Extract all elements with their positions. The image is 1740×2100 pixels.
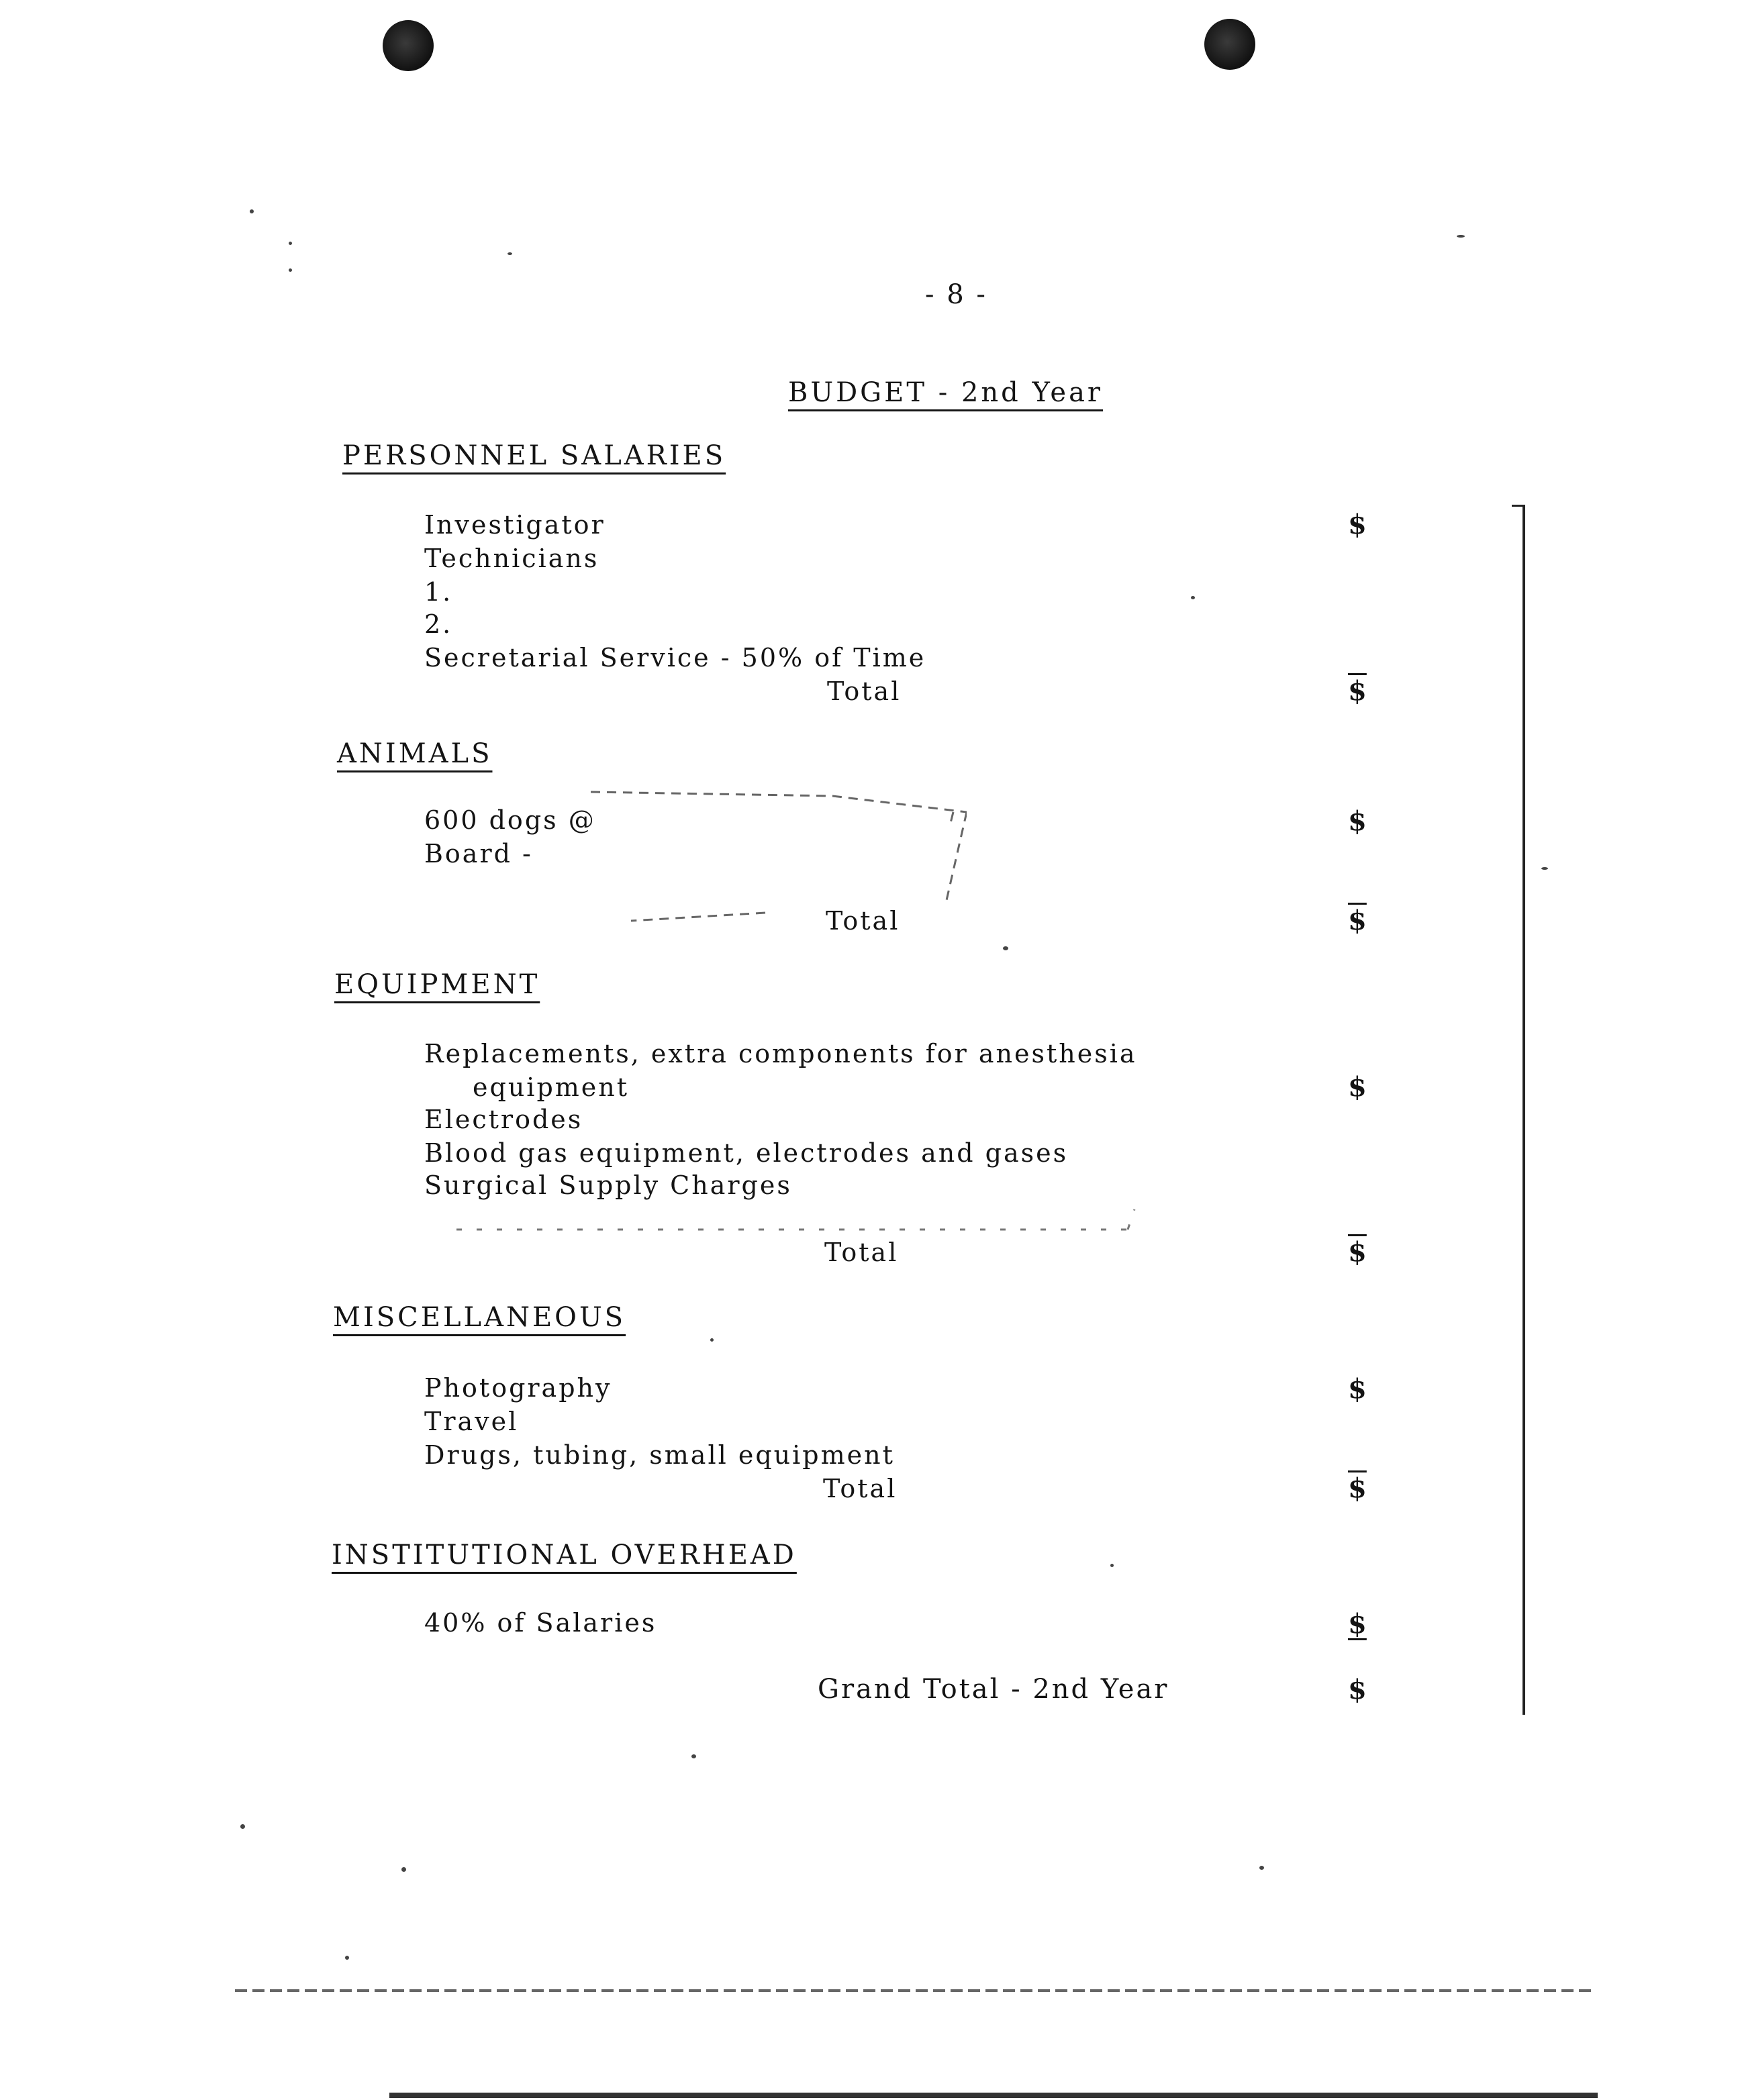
- line-item: Drugs, tubing, small equipment: [424, 1440, 895, 1470]
- line-item: Investigator: [424, 510, 606, 540]
- line-item: Board -: [424, 839, 533, 868]
- punch-hole-right: [1204, 19, 1255, 70]
- total-label: Total: [823, 1474, 898, 1503]
- total-label: Total: [827, 677, 902, 706]
- page-number: - 8 -: [925, 279, 987, 310]
- section-heading-miscellaneous: MISCELLANEOUS: [333, 1302, 626, 1333]
- dollar-sign: $: [1348, 1674, 1367, 1705]
- grand-total-label: Grand Total - 2nd Year: [818, 1674, 1169, 1705]
- line-item: Replacements, extra components for anesthesia: [424, 1039, 1137, 1068]
- scan-speck: [691, 1754, 696, 1758]
- scan-speck: [289, 268, 292, 272]
- bottom-dashed-rule: [235, 1989, 1591, 1992]
- bottom-solid-rule: [389, 2093, 1598, 2098]
- dollar-sign: $: [1348, 1608, 1367, 1640]
- dollar-sign: $: [1348, 675, 1367, 707]
- punch-hole-left: [383, 20, 434, 71]
- section-heading-equipment: EQUIPMENT: [334, 969, 540, 1000]
- line-item: Photography: [424, 1373, 612, 1403]
- scan-speck: [710, 1338, 714, 1342]
- faint-dashed-line: [456, 1195, 1155, 1242]
- scan-speck: [289, 242, 292, 245]
- scan-speck: [1259, 1866, 1264, 1870]
- line-item: 2.: [424, 609, 453, 639]
- dollar-sign: $: [1348, 509, 1367, 540]
- scan-speck: [250, 209, 254, 213]
- dollar-sign: $: [1348, 905, 1367, 936]
- line-item: 600 dogs @: [424, 805, 596, 835]
- line-item: 40% of Salaries: [424, 1608, 657, 1638]
- faint-bracket-mark: [591, 779, 967, 933]
- section-heading-animals: ANIMALS: [337, 738, 493, 769]
- dollar-sign: $: [1348, 805, 1367, 837]
- line-item: Electrodes: [424, 1105, 583, 1134]
- line-item: 1.: [424, 577, 453, 607]
- section-heading-personnel: PERSONNEL SALARIES: [342, 440, 726, 471]
- line-item: Secretarial Service - 50% of Time: [424, 643, 926, 672]
- dollar-sign: $: [1348, 1071, 1367, 1103]
- scan-speck: [1191, 596, 1195, 599]
- line-item: equipment: [473, 1072, 630, 1102]
- total-label: Total: [826, 906, 900, 936]
- scan-speck: [1541, 867, 1548, 870]
- total-label: Total: [824, 1238, 899, 1267]
- line-item: Travel: [424, 1407, 519, 1436]
- scan-speck: [240, 1824, 245, 1829]
- line-item: Technicians: [424, 544, 599, 573]
- right-bracket: [1512, 505, 1525, 1715]
- scan-speck: [401, 1867, 406, 1872]
- dollar-sign: $: [1348, 1472, 1367, 1504]
- line-item: Blood gas equipment, electrodes and gases: [424, 1138, 1069, 1168]
- section-heading-overhead: INSTITUTIONAL OVERHEAD: [332, 1540, 797, 1570]
- scan-speck: [345, 1956, 349, 1960]
- dollar-sign: $: [1348, 1236, 1367, 1268]
- page-title: BUDGET - 2nd Year: [788, 377, 1104, 408]
- scan-speck: [1003, 946, 1008, 950]
- line-item: Surgical Supply Charges: [424, 1170, 792, 1200]
- scan-speck: [508, 252, 512, 255]
- scan-speck: [1457, 235, 1465, 238]
- dollar-sign: $: [1348, 1373, 1367, 1405]
- scan-speck: [1110, 1564, 1114, 1567]
